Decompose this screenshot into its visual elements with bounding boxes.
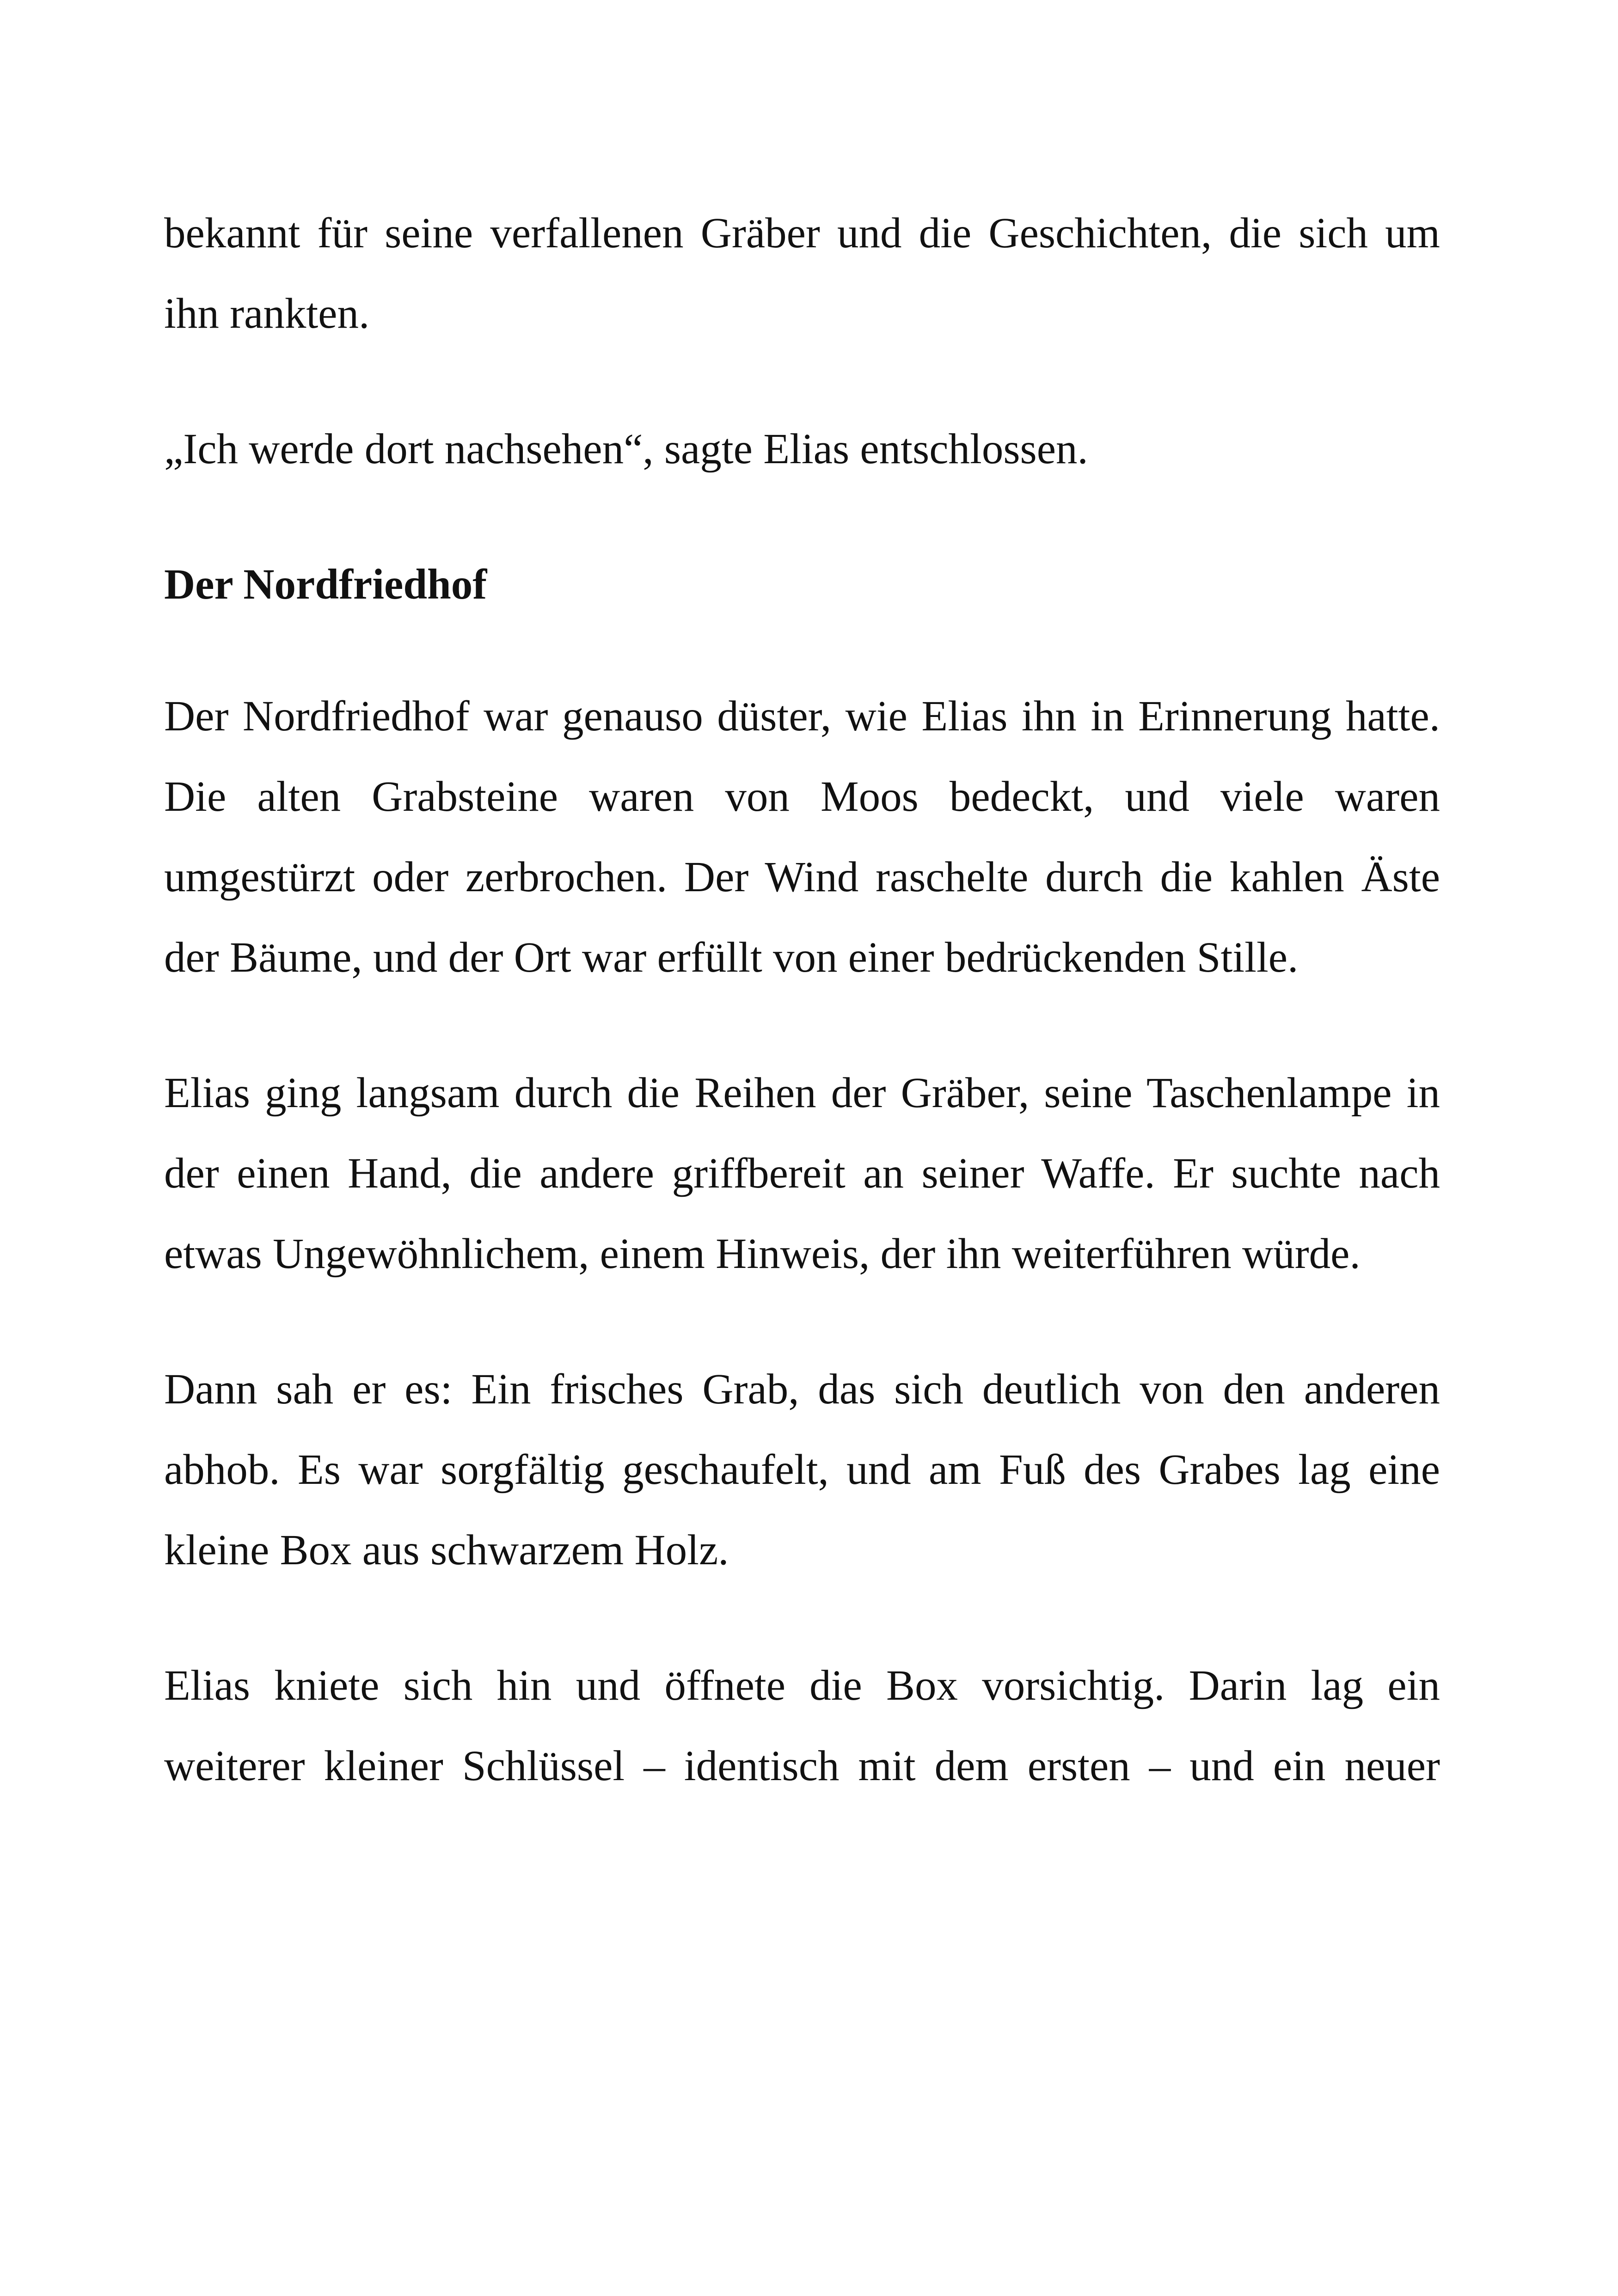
page-content [164,193,1440,1861]
paragraph-6: Elias kniete sich hin und öffnete die Box vorsichtig. Darin lag ein weiterer kleiner Schlüssel – identisch mit dem ersten – und ein neuer [164,1662,1440,1790]
paragraph-3: Der Nordfriedhof war genauso düster, wie Elias ihn in Erinnerung hatte. Die alten Grabsteine waren von Moos bedeckt, und viele waren umgestürzt oder zerbrochen. Der Wind raschelte durch die kahlen Äste der Bäume, und der Ort war erfüllt von einer bedrückenden Stille. [164,692,1440,981]
paragraph-4: Elias ging langsam durch die Reihen der Gräber, seine Taschenlampe in der einen Hand, die andere griffbereit an seiner Waffe. Er suchte nach etwas Ungewöhnlichem, einem Hinweis, der ihn weiterführen würde. [164,1069,1440,1278]
paragraph-5: Dann sah er es: Ein frisches Grab, das sich deutlich von den anderen abhob. Es war sorgfältig geschaufelt, und am Fuß des Grabes lag eine kleine Box aus schwarzem Holz. [164,1365,1440,1574]
paragraph-1: bekannt für seine verfallenen Gräber und die Geschichten, die sich um ihn rankten. [164,209,1440,337]
section-heading: Der Nordfriedhof [164,561,487,608]
paragraph-2: „Ich werde dort nachsehen“, sagte Elias entschlossen. [164,425,1088,473]
